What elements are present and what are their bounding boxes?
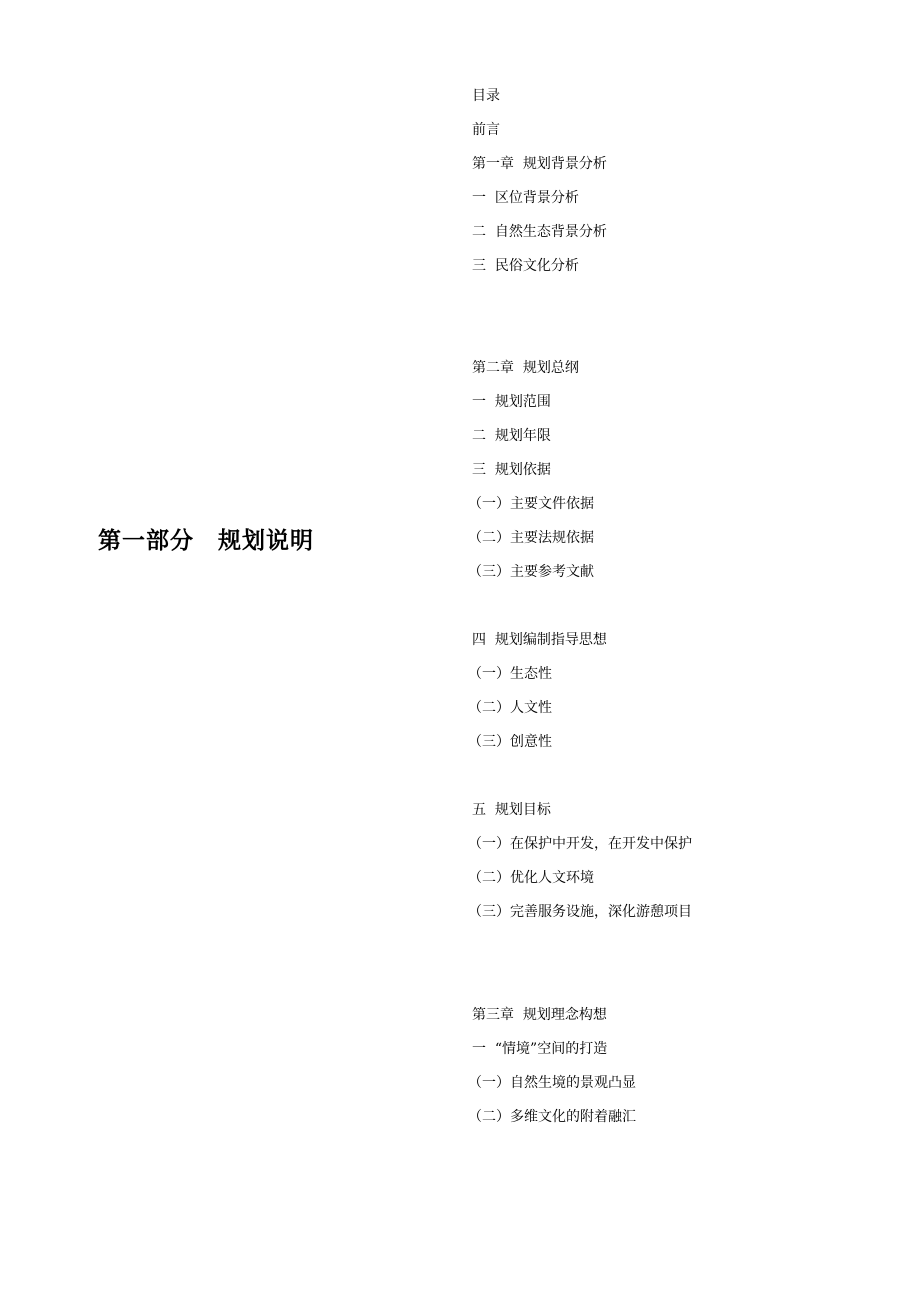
toc-item: 一 规划范围 <box>472 394 551 410</box>
toc-subitem: （三）完善服务设施，深化游憩项目 <box>468 904 692 920</box>
toc-item: 一 区位背景分析 <box>472 190 579 206</box>
toc-item: 三 规划依据 <box>472 462 551 478</box>
toc-item-chapter-2: 第二章 规划总纲 <box>472 360 579 376</box>
toc-item: 二 规划年限 <box>472 428 551 444</box>
toc-heading: 目录 <box>472 88 500 104</box>
toc-subitem: （三）创意性 <box>468 734 552 750</box>
toc-item-preface: 前言 <box>472 122 500 138</box>
toc-item: 二 自然生态背景分析 <box>472 224 607 240</box>
toc-subitem: （二）主要法规依据 <box>468 530 594 546</box>
toc-subitem: （二）优化人文环境 <box>468 870 594 886</box>
part-title: 第一部分 规划说明 <box>98 528 314 554</box>
toc-subitem: （一）主要文件依据 <box>468 496 594 512</box>
toc-item: 一 “情境”空间的打造 <box>472 1041 608 1057</box>
toc-item-chapter-3: 第三章 规划理念构想 <box>472 1007 607 1023</box>
toc-subitem: （三）主要参考文献 <box>468 564 594 580</box>
toc-item: 三 民俗文化分析 <box>472 258 579 274</box>
toc-subitem: （一）自然生境的景观凸显 <box>468 1075 636 1091</box>
toc-subitem: （一）生态性 <box>468 666 552 682</box>
toc-subitem: （二）人文性 <box>468 700 552 716</box>
toc-subitem: （一）在保护中开发，在开发中保护 <box>468 836 692 852</box>
toc-item: 五 规划目标 <box>472 802 551 818</box>
toc-subitem: （二）多维文化的附着融汇 <box>468 1109 636 1125</box>
toc-item-chapter-1: 第一章 规划背景分析 <box>472 156 607 172</box>
toc-item: 四 规划编制指导思想 <box>472 632 607 648</box>
